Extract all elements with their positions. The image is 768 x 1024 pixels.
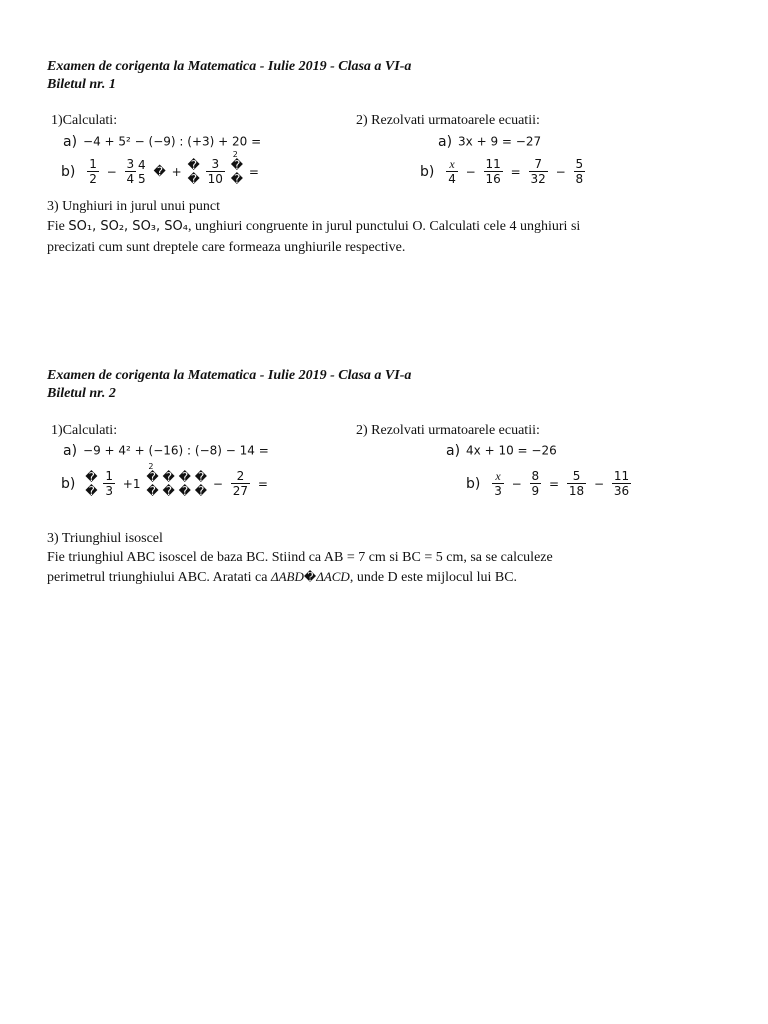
ticket1-q1b-op2: + [171,164,182,179]
ticket1-number: Biletul nr. 1 [47,77,116,92]
ticket1-q1b-glyph-right: 2 � � [230,149,244,186]
ticket2-q3-tri1: ΔABD [270,569,304,584]
ticket2-q3-line1: Fie triunghiul ABC isoscel de baza BC. Stiind ca AB = 7 cm si BC = 5 cm, sa se calculeze [47,550,553,565]
ticket1-q2b-label: b) [420,163,435,180]
ticket2-q1a-label: a) [63,443,78,459]
ticket2-q1b-frac2: $\frac{2}{27}$ [232,469,249,498]
ticket2-q1a-expr: −9 + 4² + (−16) : (−8) − 14 = [83,443,269,458]
ticket2-q2b-op2: − [594,476,605,491]
ticket1-q3-line2: precizati cum sunt dreptele care formeaza unghiurile respective. [47,240,406,255]
ticket1-q3-line1 [47,217,580,237]
ticket2-q3-glyph: � [303,570,317,584]
ticket2-q2b-frac3: $\frac{5}{18}$ [568,469,585,498]
ticket1-q2a-label: a) [438,134,453,150]
ticket2-q3-line2-a: perimetrul triunghiului ABC. Aratati ca [47,570,268,585]
ticket1-q1b-glyph-a: � [153,164,166,179]
ticket2-q2b-op1: − [511,476,522,491]
ticket2-q2-heading: 2) Rezolvati urmatoarele ecuatii: [356,423,540,438]
ticket1-q1b-op1: − [106,164,117,179]
ticket2-q1b-glyph-left: � � [85,469,98,498]
ticket1-q1a-label: a) [63,134,78,150]
ticket2-q3-line2 [47,567,517,588]
ticket1-q2b-eq: = [510,164,521,179]
ticket1-q1b-frac2: $\frac{3}{4}$ [126,157,135,186]
ticket1-q2b-frac1: $\frac{x}{4}$ [448,157,456,186]
ticket1-q1a-expr: −4 + 5² − (−9) : (+3) + 20 = [83,134,262,149]
ticket2-q2b-eq: = [549,476,560,491]
ticket1-q2a [438,134,541,150]
ticket2-q1b-frac1: $\frac{1}{3}$ [105,469,113,498]
ticket1-q2b-op1: − [465,164,476,179]
ticket2-q1b [61,461,270,498]
ticket2-q3-tri2: ΔACD [316,569,350,584]
ticket2-q1b-op1: +1 [122,476,141,491]
ticket1-q3-angles: SO₁, SO₂, SO₃, SO₄ [68,219,188,234]
ticket2-title: Examen de corigenta la Matematica - Iulie 2019 - Clasa a VI-a [47,368,412,383]
ticket2-q1b-eq: = [257,476,268,491]
ticket2-q2a [446,443,557,459]
ticket1-q1b [61,149,261,186]
ticket1-q1b-label: b) [61,163,76,180]
ticket2-q2b-label: b) [466,475,481,492]
ticket2-q3-heading: 3) Triunghiul isoscel [47,531,163,546]
ticket1-title: Examen de corigenta la Matematica - Iulie 2019 - Clasa a VI-a [47,59,412,74]
ticket2-q2b-frac4: $\frac{11}{36}$ [613,469,630,498]
ticket2-q1-heading: 1)Calculati: [51,423,118,438]
ticket1-q3-text1: , unghiuri congruente in jurul punctului O. Calculati cele 4 unghiuri si [187,219,581,234]
ticket1-q1a [63,134,261,150]
ticket2-number: Biletul nr. 2 [47,386,116,401]
ticket2-q1b-op2: − [212,476,223,491]
ticket2-q2b [466,469,633,498]
ticket1-q1b-frac4: $\frac{3}{10}$ [207,157,223,186]
ticket1-q2b [420,157,587,186]
ticket2-q1b-label: b) [61,475,76,492]
ticket2-q2b-frac2: $\frac{8}{9}$ [531,469,540,498]
ticket1-q2b-frac2: $\frac{11}{16}$ [485,157,501,186]
ticket2-q1b-glyph-mid3: � � [178,469,191,498]
ticket1-q2b-frac3: $\frac{7}{32}$ [530,157,546,186]
ticket1-q2b-frac4: $\frac{5}{8}$ [575,157,584,186]
ticket2-q3-line2-b: , unde D este mijlocul lui BC. [349,570,518,585]
ticket1-q3-lead: Fie [47,219,65,234]
ticket2-q2a-expr: 4x + 10 = −26 [466,443,557,458]
ticket2-q1b-glyph-right: � � [194,469,208,498]
ticket1-q1b-glyph-left: � � [187,157,200,186]
ticket2-q1b-glyph-mid: 2 � � [146,461,159,498]
ticket1-q3-heading: 3) Unghiuri in jurul unui punct [47,199,221,214]
ticket2-q1b-glyph-mid2: � � [162,469,175,498]
ticket1-q1-heading: 1)Calculati: [51,113,118,128]
ticket2-q1a [63,443,269,459]
ticket1-q2-heading: 2) Rezolvati urmatoarele ecuatii: [356,113,540,128]
ticket1-q1b-frac3: 4 5 [138,157,146,186]
ticket2-q2b-frac1: $\frac{x}{3}$ [494,469,502,498]
ticket1-q2a-expr: 3x + 9 = −27 [458,134,542,149]
ticket2-q2a-label: a) [446,443,461,459]
ticket1-q1b-frac1: $\frac{1}{2}$ [89,157,97,186]
ticket1-q2b-op2: − [555,164,566,179]
ticket1-q1b-eq: = [248,164,259,179]
